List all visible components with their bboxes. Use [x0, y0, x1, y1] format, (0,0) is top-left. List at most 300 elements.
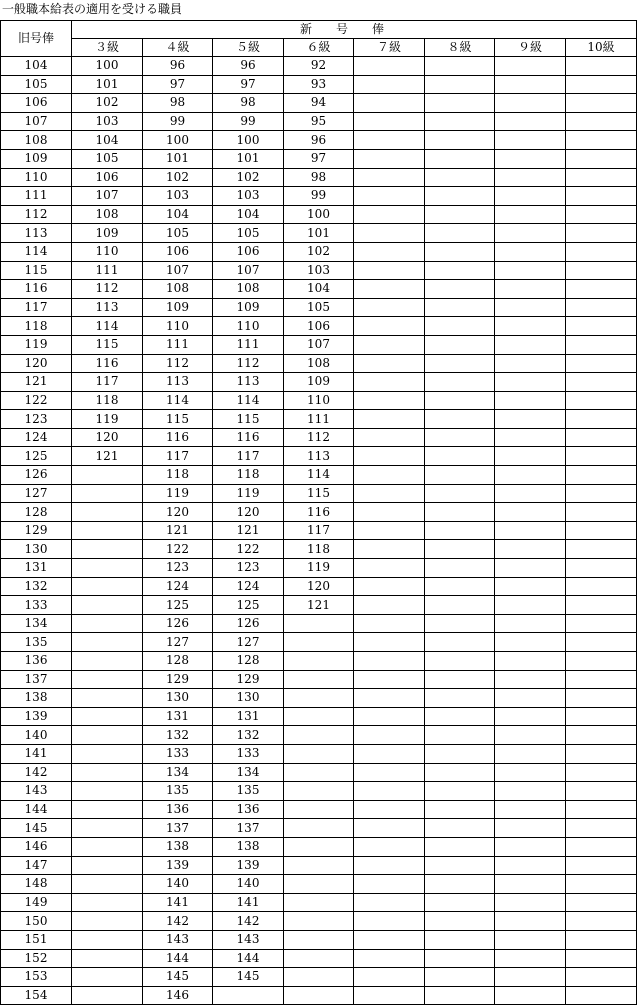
- new-step-cell: 99: [284, 187, 354, 206]
- new-step-cell: 116: [72, 354, 143, 373]
- table-row: [1, 949, 637, 968]
- new-step-cell: 119: [72, 410, 143, 429]
- new-step-cell: [425, 949, 495, 968]
- new-step-cell: 115: [143, 410, 213, 429]
- table-row: [1, 819, 637, 838]
- new-step-cell: 98: [284, 168, 354, 187]
- old-step-cell: 123: [1, 410, 72, 429]
- new-step-cell: [284, 782, 354, 801]
- new-step-cell: 104: [284, 280, 354, 299]
- old-step-cell: 135: [1, 633, 72, 652]
- table-row: [1, 986, 637, 1005]
- table-row: [1, 447, 637, 466]
- old-step-cell: 153: [1, 968, 72, 987]
- table-row: [1, 782, 637, 801]
- new-step-cell: [566, 521, 637, 540]
- new-step-cell: 138: [213, 837, 284, 856]
- new-step-cell: 122: [213, 540, 284, 559]
- new-step-cell: 135: [143, 782, 213, 801]
- new-step-cell: [495, 428, 566, 447]
- old-step-cell: 104: [1, 57, 72, 76]
- new-step-cell: 109: [213, 298, 284, 317]
- new-step-cell: [284, 875, 354, 894]
- new-step-cell: 139: [213, 856, 284, 875]
- new-step-cell: 137: [143, 819, 213, 838]
- new-step-cell: 130: [213, 689, 284, 708]
- new-step-cell: 105: [213, 224, 284, 243]
- new-step-cell: [354, 261, 425, 280]
- new-step-cell: [495, 763, 566, 782]
- new-step-cell: 104: [72, 131, 143, 150]
- new-step-cell: 143: [143, 930, 213, 949]
- new-step-cell: [284, 912, 354, 931]
- new-step-cell: [72, 466, 143, 485]
- new-step-cell: [566, 652, 637, 671]
- new-step-cell: [566, 428, 637, 447]
- table-row: [1, 912, 637, 931]
- new-step-cell: [425, 57, 495, 76]
- table-row: [1, 837, 637, 856]
- old-step-cell: 140: [1, 726, 72, 745]
- new-step-cell: 99: [143, 112, 213, 131]
- new-step-cell: 101: [213, 149, 284, 168]
- new-step-cell: [425, 205, 495, 224]
- old-step-cell: 142: [1, 763, 72, 782]
- grade-header: 10級: [566, 39, 637, 57]
- new-step-cell: 112: [284, 428, 354, 447]
- new-step-cell: [495, 261, 566, 280]
- new-step-cell: [284, 689, 354, 708]
- new-step-cell: [354, 819, 425, 838]
- new-step-cell: [354, 577, 425, 596]
- new-step-cell: 106: [284, 317, 354, 336]
- new-step-cell: [354, 726, 425, 745]
- new-step-cell: [495, 614, 566, 633]
- new-step-cell: 144: [213, 949, 284, 968]
- table-row: [1, 112, 637, 131]
- grade-header: ３級: [72, 39, 143, 57]
- new-step-cell: [72, 930, 143, 949]
- new-step-cell: [425, 837, 495, 856]
- new-step-cell: [495, 354, 566, 373]
- new-step-cell: [284, 707, 354, 726]
- new-step-cell: 102: [213, 168, 284, 187]
- new-step-cell: [425, 335, 495, 354]
- new-step-cell: [72, 670, 143, 689]
- new-step-cell: [72, 782, 143, 801]
- new-step-cell: [495, 168, 566, 187]
- table-row: [1, 968, 637, 987]
- new-step-cell: [495, 521, 566, 540]
- new-step-cell: [354, 354, 425, 373]
- new-step-cell: 146: [143, 986, 213, 1005]
- new-step-cell: [495, 652, 566, 671]
- new-step-cell: 141: [213, 893, 284, 912]
- old-step-cell: 125: [1, 447, 72, 466]
- new-step-cell: 128: [213, 652, 284, 671]
- new-step-cell: 111: [72, 261, 143, 280]
- new-step-cell: 134: [213, 763, 284, 782]
- new-step-cell: [354, 633, 425, 652]
- new-step-cell: [566, 949, 637, 968]
- new-step-cell: [425, 503, 495, 522]
- new-step-cell: [425, 112, 495, 131]
- new-step-cell: [495, 633, 566, 652]
- new-step-cell: [495, 800, 566, 819]
- new-step-cell: 140: [143, 875, 213, 894]
- old-step-cell: 126: [1, 466, 72, 485]
- new-step-cell: 119: [213, 484, 284, 503]
- new-step-cell: [495, 559, 566, 578]
- new-step-cell: 105: [284, 298, 354, 317]
- table-row: [1, 317, 637, 336]
- new-step-cell: [354, 763, 425, 782]
- new-step-cell: [284, 986, 354, 1005]
- new-step-cell: [72, 744, 143, 763]
- table-row: [1, 57, 637, 76]
- new-step-cell: [425, 726, 495, 745]
- new-step-cell: [425, 391, 495, 410]
- new-step-cell: 103: [213, 187, 284, 206]
- new-step-cell: [566, 131, 637, 150]
- old-step-cell: 151: [1, 930, 72, 949]
- new-step-cell: 131: [213, 707, 284, 726]
- new-step-cell: 134: [143, 763, 213, 782]
- new-step-cell: [566, 782, 637, 801]
- new-step-cell: [354, 856, 425, 875]
- new-step-cell: [425, 466, 495, 485]
- new-step-cell: [284, 652, 354, 671]
- new-step-cell: [495, 893, 566, 912]
- header-row-top: [1, 21, 637, 39]
- new-step-cell: 135: [213, 782, 284, 801]
- new-step-cell: [72, 837, 143, 856]
- new-step-cell: [495, 689, 566, 708]
- new-step-cell: [425, 559, 495, 578]
- table-row: [1, 670, 637, 689]
- table-row: [1, 410, 637, 429]
- new-step-cell: [354, 466, 425, 485]
- new-step-cell: [566, 57, 637, 76]
- new-step-cell: 97: [213, 75, 284, 94]
- new-step-cell: 109: [284, 373, 354, 392]
- table-row: [1, 521, 637, 540]
- new-step-cell: [354, 930, 425, 949]
- table-row: [1, 373, 637, 392]
- new-step-cell: [495, 744, 566, 763]
- table-row: [1, 614, 637, 633]
- new-step-cell: 117: [143, 447, 213, 466]
- new-step-cell: 145: [143, 968, 213, 987]
- new-step-cell: [72, 968, 143, 987]
- new-step-cell: [495, 373, 566, 392]
- new-step-cell: 107: [143, 261, 213, 280]
- new-step-cell: [495, 94, 566, 113]
- new-step-cell: 98: [143, 94, 213, 113]
- new-step-cell: 141: [143, 893, 213, 912]
- new-step-cell: 99: [213, 112, 284, 131]
- table-row: [1, 744, 637, 763]
- table-row: [1, 484, 637, 503]
- new-step-cell: [284, 819, 354, 838]
- new-step-cell: [495, 205, 566, 224]
- new-step-cell: 103: [284, 261, 354, 280]
- new-step-cell: [425, 968, 495, 987]
- new-step-cell: 131: [143, 707, 213, 726]
- old-step-cell: 119: [1, 335, 72, 354]
- new-step-cell: 117: [284, 521, 354, 540]
- new-step-cell: [425, 670, 495, 689]
- table-row: [1, 726, 637, 745]
- new-step-cell: [566, 261, 637, 280]
- new-step-cell: 105: [143, 224, 213, 243]
- new-step-cell: [354, 94, 425, 113]
- new-step-cell: [354, 707, 425, 726]
- new-step-cell: [495, 670, 566, 689]
- old-step-cell: 120: [1, 354, 72, 373]
- new-step-cell: [425, 317, 495, 336]
- new-step-cell: [495, 782, 566, 801]
- table-row: [1, 242, 637, 261]
- old-step-cell: 146: [1, 837, 72, 856]
- new-step-cell: [284, 856, 354, 875]
- new-step-cell: [566, 670, 637, 689]
- new-step-cell: [425, 354, 495, 373]
- new-step-cell: [72, 652, 143, 671]
- new-step-cell: [495, 856, 566, 875]
- new-step-cell: [425, 410, 495, 429]
- new-step-cell: 121: [284, 596, 354, 615]
- grade-header-row: [1, 39, 637, 57]
- old-step-cell: 139: [1, 707, 72, 726]
- new-step-cell: [354, 131, 425, 150]
- old-step-cell: 134: [1, 614, 72, 633]
- new-step-cell: [566, 298, 637, 317]
- new-step-cell: 110: [143, 317, 213, 336]
- table-row: [1, 205, 637, 224]
- new-step-cell: [354, 373, 425, 392]
- new-step-cell: 103: [72, 112, 143, 131]
- new-step-cell: 132: [143, 726, 213, 745]
- new-step-cell: 101: [72, 75, 143, 94]
- new-step-cell: [72, 893, 143, 912]
- new-step-cell: [425, 930, 495, 949]
- new-step-cell: [425, 149, 495, 168]
- new-step-cell: 108: [213, 280, 284, 299]
- new-step-cell: [425, 893, 495, 912]
- new-step-cell: [284, 893, 354, 912]
- new-step-cell: [566, 577, 637, 596]
- new-step-cell: 136: [213, 800, 284, 819]
- table-row: [1, 577, 637, 596]
- new-step-cell: [566, 930, 637, 949]
- new-step-cell: [425, 986, 495, 1005]
- new-step-cell: [354, 298, 425, 317]
- new-step-cell: 118: [72, 391, 143, 410]
- new-step-cell: 114: [72, 317, 143, 336]
- new-step-cell: [284, 837, 354, 856]
- new-step-cell: [495, 224, 566, 243]
- new-step-cell: [566, 410, 637, 429]
- old-step-cell: 109: [1, 149, 72, 168]
- new-step-cell: [72, 614, 143, 633]
- new-step-cell: [495, 317, 566, 336]
- new-step-cell: [425, 261, 495, 280]
- new-step-cell: [566, 280, 637, 299]
- new-step-cell: 109: [72, 224, 143, 243]
- new-step-cell: 114: [213, 391, 284, 410]
- new-step-cell: [354, 57, 425, 76]
- new-step-cell: 113: [143, 373, 213, 392]
- new-step-cell: [354, 112, 425, 131]
- new-step-cell: 142: [213, 912, 284, 931]
- new-step-cell: 115: [72, 335, 143, 354]
- new-step-cell: [566, 744, 637, 763]
- new-step-cell: [354, 782, 425, 801]
- new-step-cell: [72, 949, 143, 968]
- table-row: [1, 875, 637, 894]
- new-step-cell: [284, 614, 354, 633]
- new-step-cell: [495, 986, 566, 1005]
- table-row: [1, 893, 637, 912]
- new-step-cell: 126: [213, 614, 284, 633]
- new-step-cell: [495, 968, 566, 987]
- new-step-cell: 137: [213, 819, 284, 838]
- new-step-cell: [495, 912, 566, 931]
- new-step-cell: 130: [143, 689, 213, 708]
- old-step-cell: 122: [1, 391, 72, 410]
- new-step-cell: 111: [143, 335, 213, 354]
- table-row: [1, 466, 637, 485]
- new-step-cell: [72, 633, 143, 652]
- table-row: [1, 707, 637, 726]
- new-step-cell: [425, 484, 495, 503]
- new-step-cell: [566, 596, 637, 615]
- table-row: [1, 298, 637, 317]
- old-step-cell: 114: [1, 242, 72, 261]
- new-step-cell: 113: [284, 447, 354, 466]
- new-step-cell: [566, 875, 637, 894]
- new-step-cell: [425, 187, 495, 206]
- table-row: [1, 633, 637, 652]
- old-step-cell: 106: [1, 94, 72, 113]
- new-step-cell: [495, 57, 566, 76]
- new-step-cell: [354, 521, 425, 540]
- new-step-cell: 120: [213, 503, 284, 522]
- old-step-cell: 132: [1, 577, 72, 596]
- new-step-cell: [495, 149, 566, 168]
- old-step-cell: 154: [1, 986, 72, 1005]
- new-step-cell: [495, 540, 566, 559]
- new-step-cell: [354, 559, 425, 578]
- new-step-cell: [566, 149, 637, 168]
- new-step-cell: 136: [143, 800, 213, 819]
- new-step-cell: 144: [143, 949, 213, 968]
- new-step-cell: [495, 75, 566, 94]
- new-step-cell: 107: [284, 335, 354, 354]
- new-step-cell: [566, 447, 637, 466]
- new-step-cell: 113: [72, 298, 143, 317]
- new-step-cell: [284, 670, 354, 689]
- new-step-cell: [72, 726, 143, 745]
- new-step-cell: 111: [284, 410, 354, 429]
- new-step-cell: 138: [143, 837, 213, 856]
- new-step-cell: [566, 856, 637, 875]
- new-step-cell: [354, 503, 425, 522]
- new-step-cell: [566, 689, 637, 708]
- new-step-cell: [425, 131, 495, 150]
- new-step-cell: [72, 800, 143, 819]
- new-step-cell: 97: [284, 149, 354, 168]
- new-step-cell: 96: [143, 57, 213, 76]
- table-row: [1, 187, 637, 206]
- new-step-cell: [72, 521, 143, 540]
- new-step-cell: 118: [284, 540, 354, 559]
- new-step-cell: 124: [213, 577, 284, 596]
- new-step-cell: [566, 819, 637, 838]
- new-step-cell: [354, 875, 425, 894]
- new-step-cell: [72, 577, 143, 596]
- new-step-cell: [354, 614, 425, 633]
- new-step-cell: [354, 224, 425, 243]
- old-step-cell: 152: [1, 949, 72, 968]
- new-step-cell: 125: [143, 596, 213, 615]
- new-step-cell: 106: [213, 242, 284, 261]
- table-row: [1, 224, 637, 243]
- new-step-cell: 108: [143, 280, 213, 299]
- table-row: [1, 168, 637, 187]
- new-step-cell: 107: [72, 187, 143, 206]
- new-step-cell: [354, 540, 425, 559]
- new-step-cell: 96: [213, 57, 284, 76]
- new-step-cell: 114: [284, 466, 354, 485]
- new-step-cell: [566, 763, 637, 782]
- new-step-cell: 101: [143, 149, 213, 168]
- new-step-cell: 127: [213, 633, 284, 652]
- old-step-cell: 111: [1, 187, 72, 206]
- old-step-cell: 138: [1, 689, 72, 708]
- old-step-cell: 107: [1, 112, 72, 131]
- new-step-cell: 116: [143, 428, 213, 447]
- new-step-cell: 102: [284, 242, 354, 261]
- new-step-cell: [425, 800, 495, 819]
- new-step-cell: [495, 131, 566, 150]
- table-row: [1, 503, 637, 522]
- old-step-cell: 131: [1, 559, 72, 578]
- new-step-cell: [354, 335, 425, 354]
- new-step-cell: [425, 707, 495, 726]
- new-step-cell: 92: [284, 57, 354, 76]
- new-step-cell: 110: [72, 242, 143, 261]
- table-row: [1, 261, 637, 280]
- new-step-cell: 106: [72, 168, 143, 187]
- new-step-cell: 139: [143, 856, 213, 875]
- new-step-cell: [354, 949, 425, 968]
- new-step-cell: 108: [72, 205, 143, 224]
- new-step-cell: [354, 912, 425, 931]
- new-step-cell: [495, 930, 566, 949]
- old-step-cell: 145: [1, 819, 72, 838]
- new-step-cell: [284, 763, 354, 782]
- new-step-cell: [425, 875, 495, 894]
- new-step-cell: 132: [213, 726, 284, 745]
- new-step-cell: [354, 689, 425, 708]
- new-step-cell: [72, 540, 143, 559]
- new-step-cell: 118: [213, 466, 284, 485]
- old-step-cell: 147: [1, 856, 72, 875]
- new-step-cell: 126: [143, 614, 213, 633]
- new-step-cell: [354, 242, 425, 261]
